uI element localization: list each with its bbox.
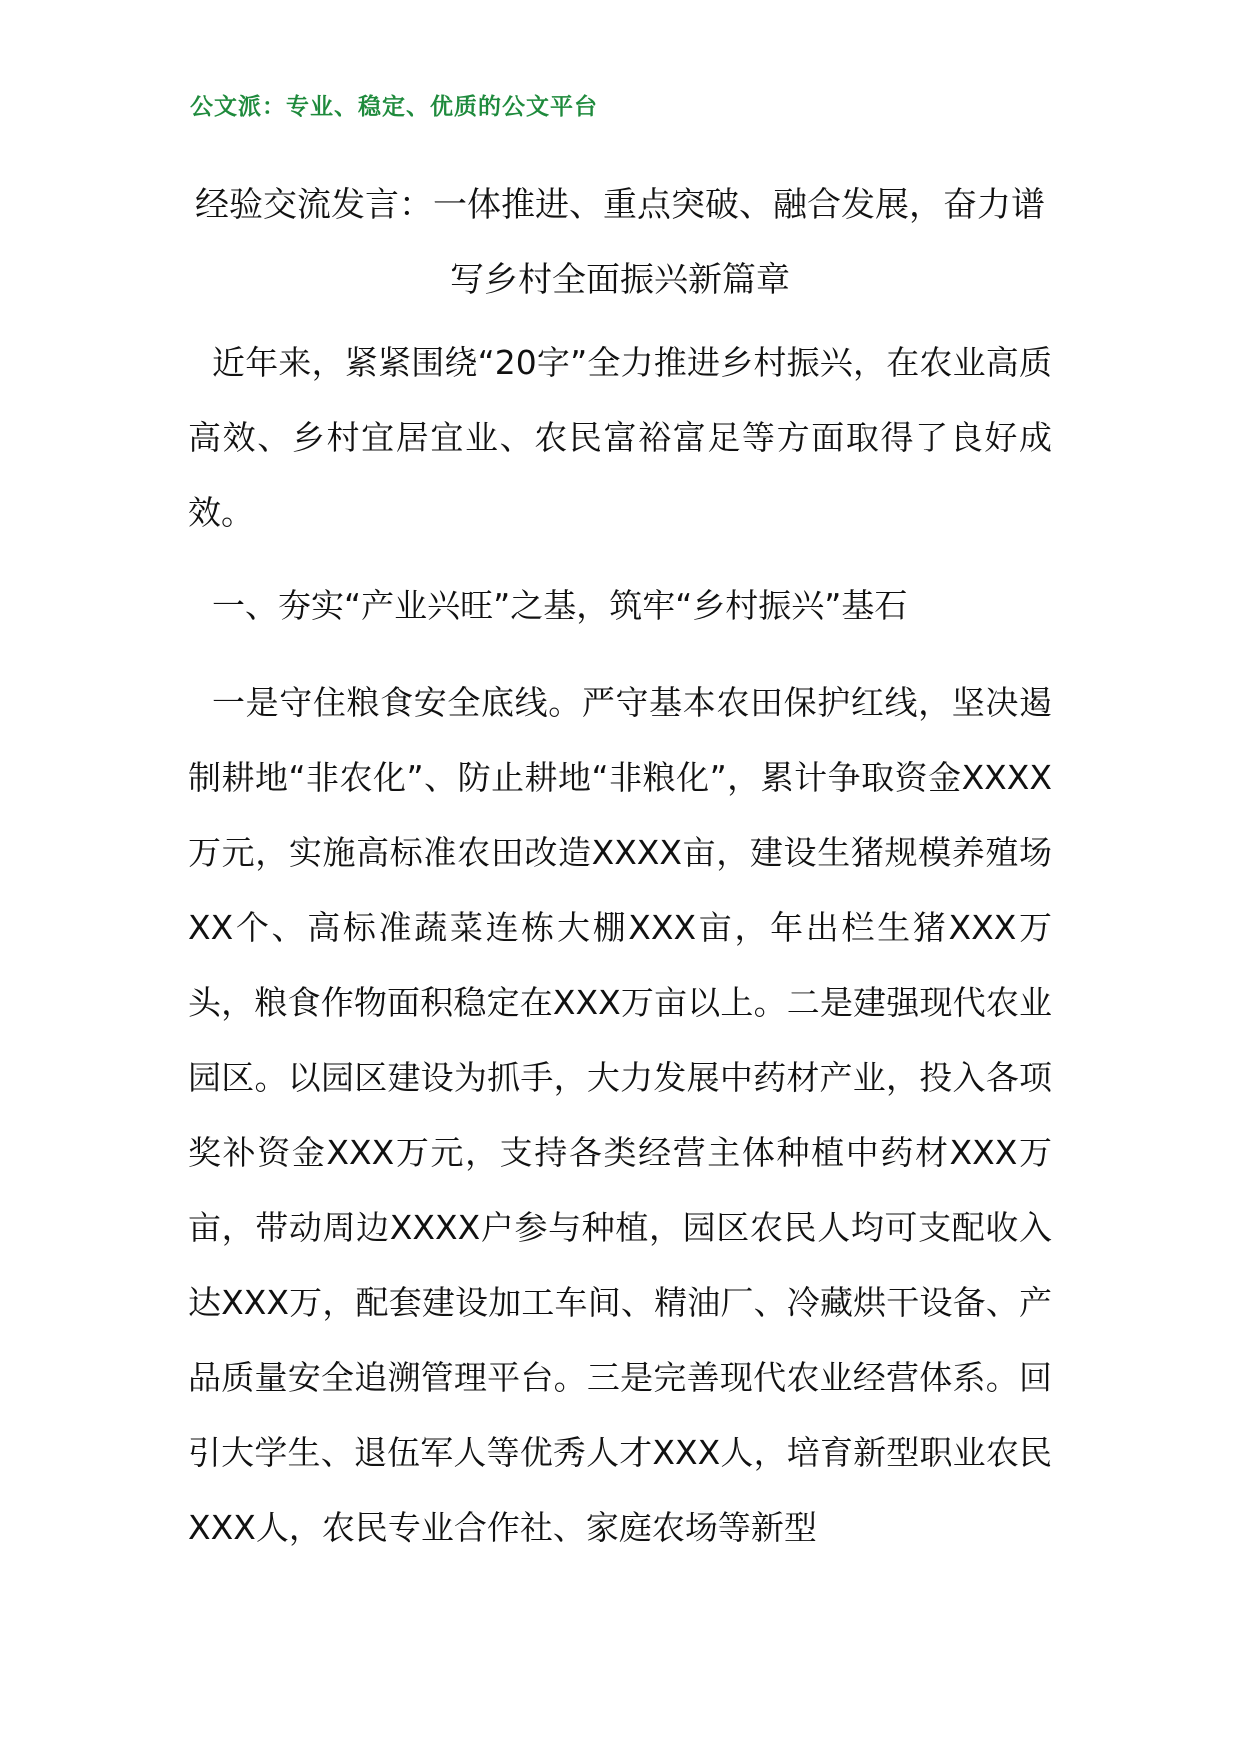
header-brand-text: 公文派：专业、稳定、优质的公文平台: [190, 94, 598, 120]
intro-paragraph: 近年来，紧紧围绕“20字”全力推进乡村振兴，在农业高质高效、乡村宜居宜业、农民富裕富足等方面取得了良好成效。: [188, 343, 1052, 532]
document-title: 经验交流发言：一体推进、重点突破、融合发展，奋力谱写乡村全面振兴新篇章: [195, 185, 1045, 300]
section-body-paragraph: 一是守住粮食安全底线。严守基本农田保护红线，坚决遏制耕地“非农化”、防止耕地“非粮化”，累计争取资金XXXX万元，实施高标准农田改造XXXX亩，建设生猪规模养殖场XX个、高标准蔬菜连栋大棚XXX亩，年出栏生猪XXX万头，粮食作物面积稳定在XXX万亩以上。二是建强现代农业园区。以园区建设为抓手，大力发展中药材产业，投入各项奖补资金XXX万元，支持各类经营主体种植中药材XXX万亩，带动周边XXXX户参与种植，园区农民人均可支配收入达XXX万，配套建设加工车间、精油厂、冷藏烘干设备、产品质量安全追溯管理平台。三是完善现代农业经营体系。回引大学生、退伍军人等优秀人才XXX人，培育新型职业农民XXX人，农民专业合作社、家庭农场等新型: [188, 683, 1052, 1547]
section-heading: 一、夯实“产业兴旺”之基，筑牢“乡村振兴”基石: [212, 586, 908, 625]
